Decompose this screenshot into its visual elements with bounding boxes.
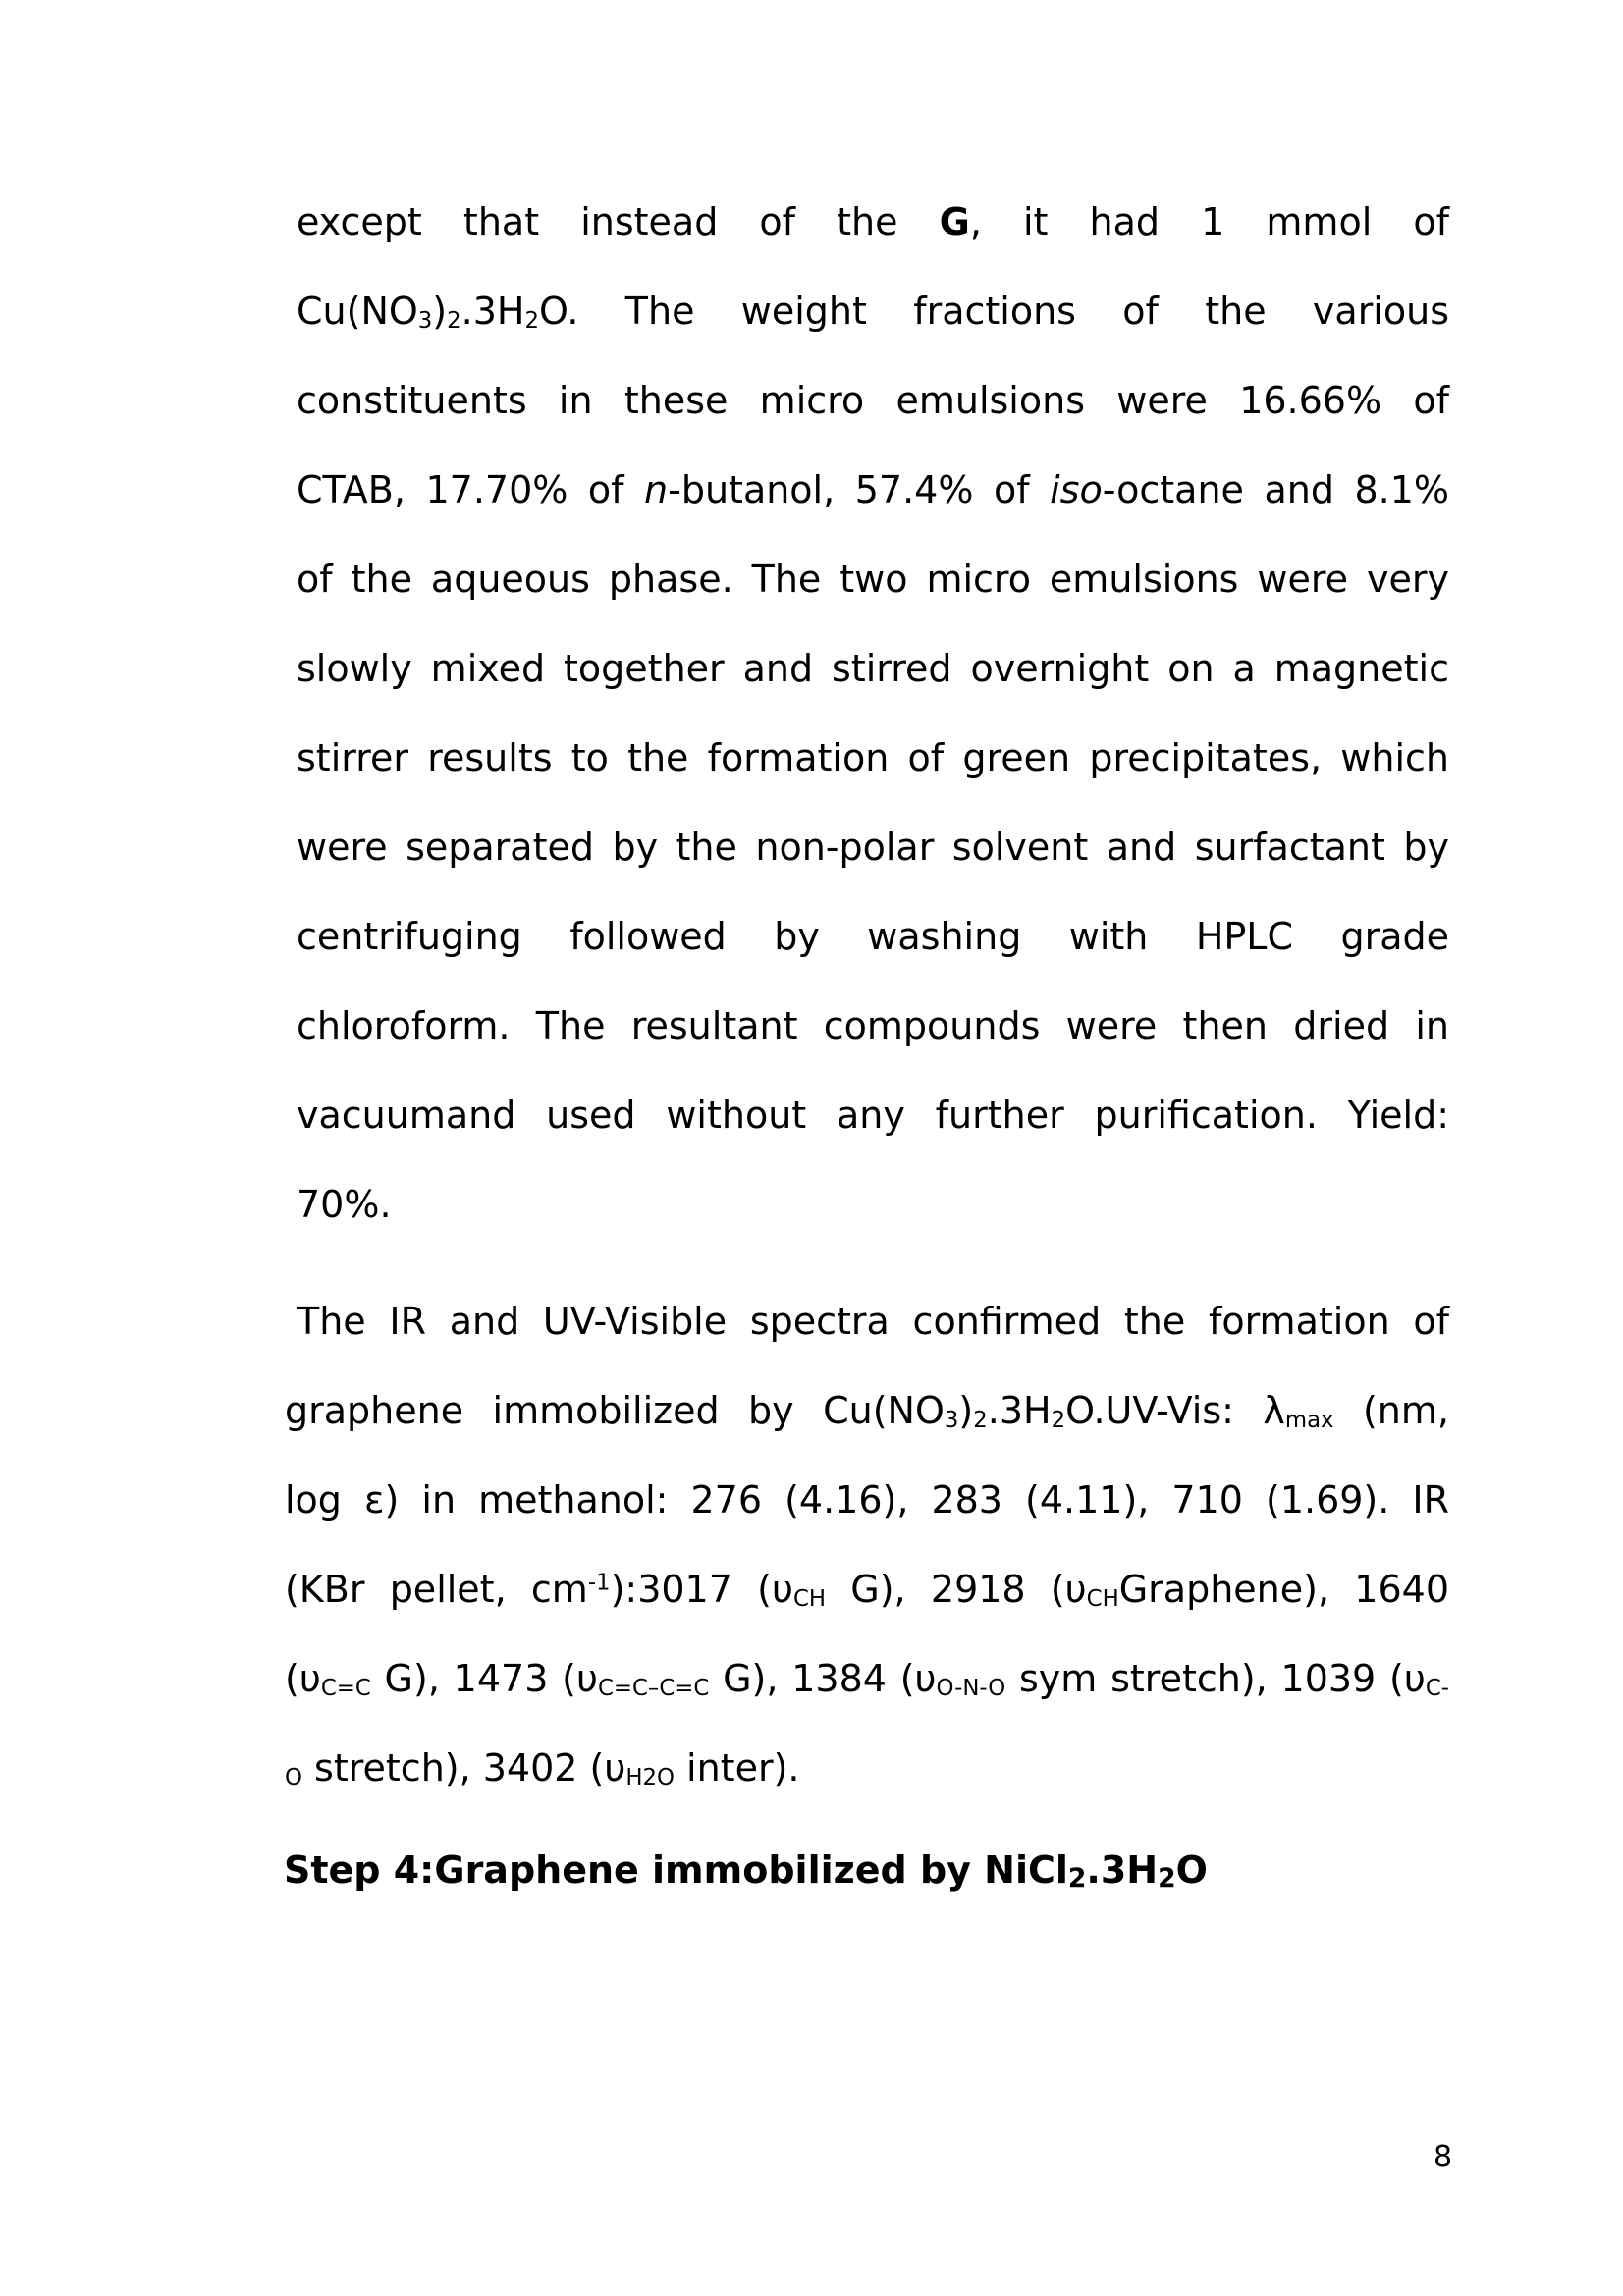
text-run: G), 2918 (υ (826, 1568, 1087, 1611)
text-run: O.UV-Vis: λ (1065, 1389, 1285, 1432)
subscript: 2 (1158, 1862, 1176, 1894)
text-run: CTAB, 17.70% of (297, 468, 645, 511)
paragraph-2-line-5 (285, 1656, 1449, 1701)
subscript: 3 (944, 1408, 959, 1434)
text-run: ) (958, 1389, 974, 1432)
text-run: inter). (674, 1746, 800, 1789)
subscript: 3 (417, 308, 433, 335)
paragraph-1-line-5: of the aqueous phase. The two micro emulsions were very (297, 558, 1449, 601)
text-run: G), 1384 (υ (709, 1657, 937, 1700)
subscript: 2 (1051, 1408, 1066, 1434)
subscript: C=C (320, 1676, 371, 1702)
text-run: except that instead of the (297, 200, 940, 243)
paragraph-2-line-4 (285, 1567, 1449, 1612)
subscript: O-N-O (936, 1676, 1006, 1702)
paragraph-2-line-6 (285, 1745, 1449, 1790)
subscript: max (1284, 1408, 1334, 1434)
text-run: -butanol, 57.4% of (668, 468, 1051, 511)
paragraph-1-line-7: stirrer results to the formation of green precipitates, which (297, 736, 1449, 779)
text-run: graphene immobilized by Cu(NO (285, 1389, 945, 1432)
text-run: Cu(NO (297, 290, 418, 333)
paragraph-2-line-3: log ε) in methanol: 276 (4.16), 283 (4.11), 710 (1.69). IR (285, 1478, 1449, 1522)
subscript: C- (1425, 1676, 1449, 1702)
paragraph-1-line-6: slowly mixed together and stirred overnight on a magnetic (297, 647, 1449, 690)
subscript: 2 (524, 308, 539, 335)
paragraph-1-line-3: constituents in these micro emulsions were 16.66% of (297, 379, 1449, 422)
subscript: C=C–C=C (598, 1676, 710, 1702)
paragraph-1-line-4 (297, 467, 1449, 512)
subscript: 2 (447, 308, 461, 335)
text-run: .3H (987, 1389, 1052, 1432)
subscript: 2 (973, 1408, 988, 1434)
text-run: .3H (1086, 1848, 1159, 1892)
superscript: -1 (587, 1570, 611, 1596)
paragraph-2-line-2 (285, 1388, 1449, 1433)
text-run: sym stretch), 1039 (υ (1005, 1657, 1426, 1700)
paragraph-1-line-1 (297, 199, 1449, 244)
paragraph-1-line-2 (297, 289, 1449, 334)
subscript: H2O (625, 1765, 675, 1791)
page-number: 8 (1434, 2140, 1453, 2174)
subscript: O (285, 1765, 302, 1791)
text-run: O (1175, 1848, 1208, 1892)
paragraph-1-line-9: centrifuging followed by washing with HPLC grade (297, 915, 1449, 958)
text-run: G), 1473 (υ (370, 1657, 598, 1700)
text-run: ):3017 (υ (610, 1568, 793, 1611)
paragraph-1-line-10: chloroform. The resultant compounds were then dried in (297, 1004, 1449, 1047)
text-run: , it had 1 mmol of (969, 200, 1449, 243)
italic-prefix: iso (1050, 468, 1103, 511)
paragraph-1-line-12: 70%. (297, 1183, 392, 1226)
text-run: (nm, (1333, 1389, 1449, 1432)
section-heading-step-4 (284, 1847, 1208, 1893)
text-run: (υ (285, 1657, 321, 1700)
paragraph-1-line-11: vacuumand used without any further purification. Yield: (297, 1094, 1449, 1137)
text-run: Step 4:Graphene immobilized by NiCl (284, 1848, 1068, 1892)
text-run: ) (432, 290, 448, 333)
subscript: CH (792, 1586, 827, 1613)
compound-label-g: G (939, 200, 970, 243)
paragraph-2-line-1: The IR and UV-Visible spectra confirmed the formation of (297, 1300, 1449, 1343)
text-run: .3H (460, 290, 525, 333)
paragraph-1-line-8: were separated by the non-polar solvent and surfactant by (297, 826, 1449, 869)
text-run: (KBr pellet, cm (285, 1568, 588, 1611)
text-run: Graphene), 1640 (1118, 1568, 1450, 1611)
subscript: 2 (1067, 1862, 1087, 1894)
text-run: -octane and 8.1% (1102, 468, 1449, 511)
subscript: CH (1086, 1586, 1119, 1613)
text-run: stretch), 3402 (υ (301, 1746, 626, 1789)
text-run: O. The weight fractions of the various (539, 290, 1449, 333)
italic-prefix: n (644, 468, 669, 511)
